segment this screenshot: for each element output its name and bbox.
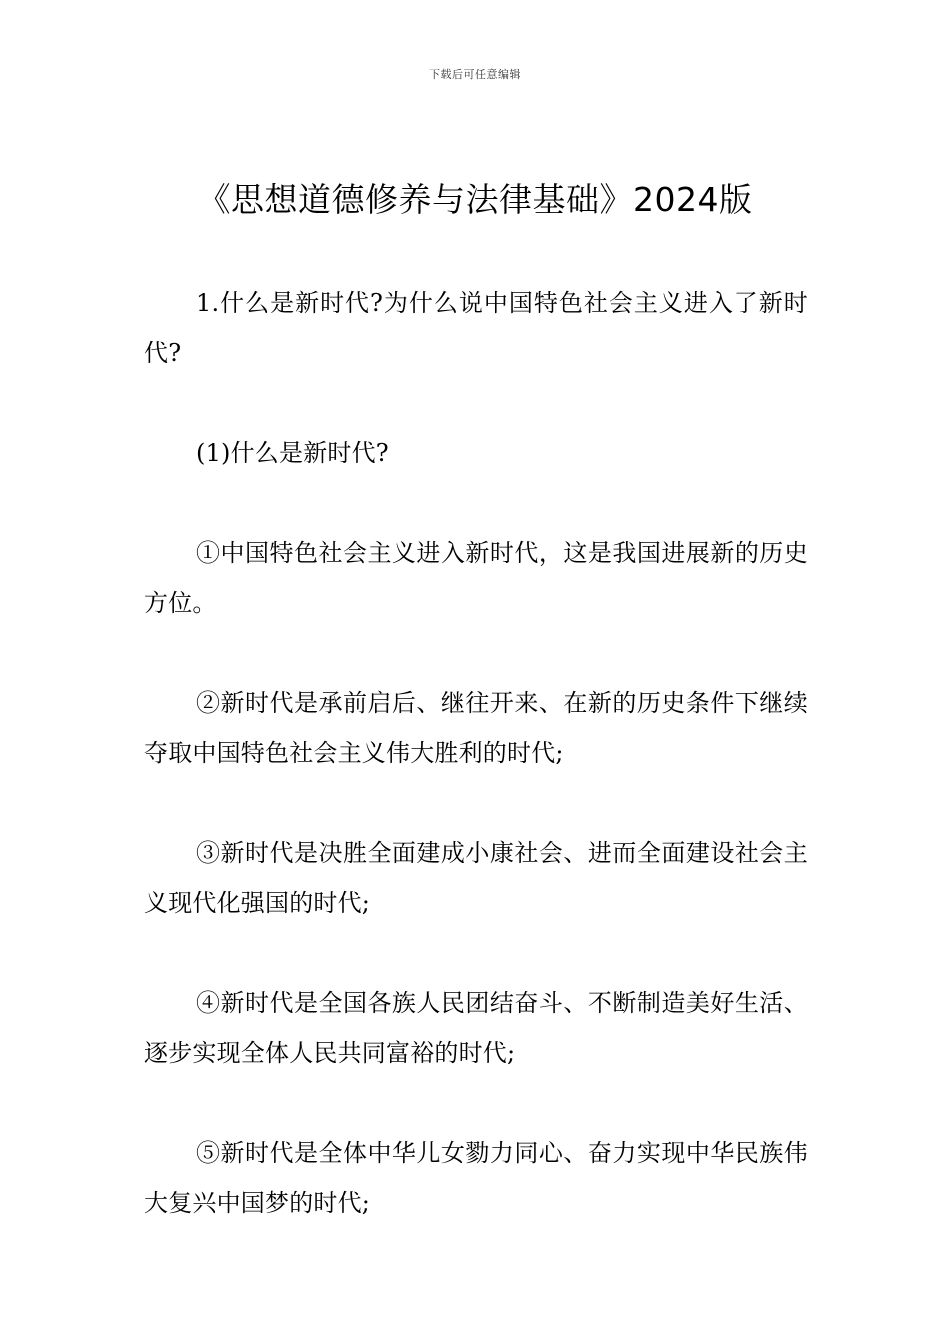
paragraph-point-3: ③新时代是决胜全面建成小康社会、进而全面建设社会主义现代化强国的时代;: [144, 839, 808, 917]
paragraph-point-1: ①中国特色社会主义进入新时代，这是我国进展新的历史方位。: [144, 539, 808, 617]
document-title: 《思想道德修养与法律基础》2024版: [197, 180, 753, 219]
paragraph-point-2: ②新时代是承前启后、继往开来、在新的历史条件下继续夺取中国特色社会主义伟大胜利的时代;: [144, 689, 808, 767]
document-body: [144, 278, 808, 1278]
paragraph-point-5: ⑤新时代是全体中华儿女勠力同心、奋力实现中华民族伟大复兴中国梦的时代;: [144, 1139, 808, 1217]
paragraph-point-4: ④新时代是全国各族人民团结奋斗、不断制造美好生活、逐步实现全体人民共同富裕的时代;: [144, 989, 808, 1067]
paragraph-subheading-1: (1)什么是新时代?: [196, 439, 389, 467]
header-note: 下载后可任意编辑: [429, 68, 521, 81]
paragraph-question-1: 1.什么是新时代?为什么说中国特色社会主义进入了新时代?: [144, 289, 808, 367]
